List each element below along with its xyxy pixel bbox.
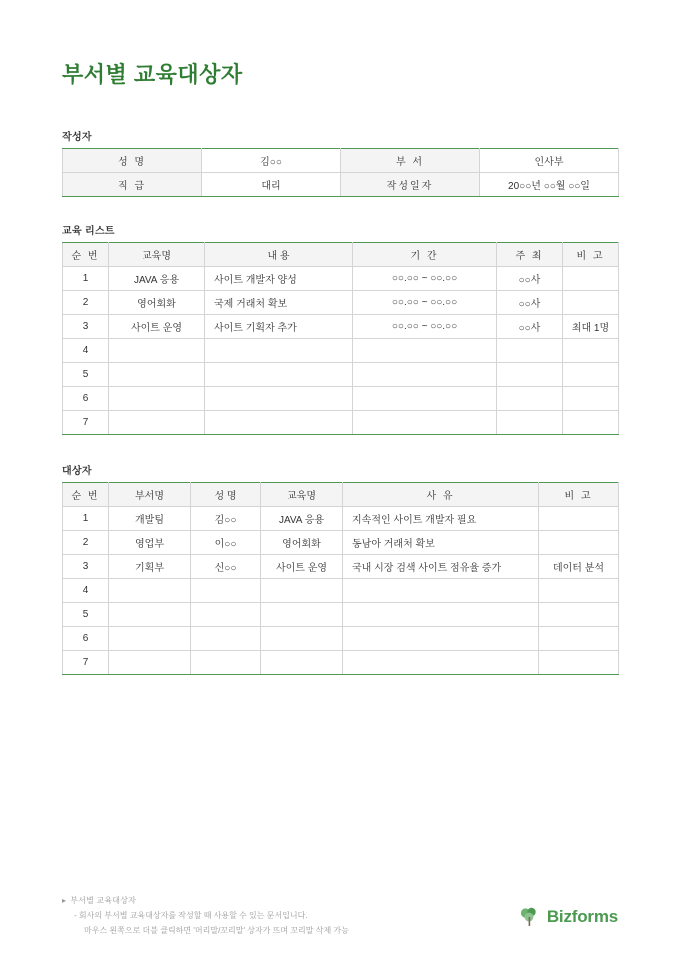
target-cell-name: 신○○ [191, 555, 261, 579]
table-row [63, 603, 619, 627]
table-row [63, 173, 619, 197]
education-header-host: 주 최 [497, 243, 563, 267]
education-cell-no: 5 [63, 363, 109, 387]
education-header-name: 교육명 [109, 243, 205, 267]
target-cell-name [191, 627, 261, 651]
target-cell-note [539, 651, 619, 675]
education-header-period: 기 간 [353, 243, 497, 267]
table-row [63, 339, 619, 363]
bullet-icon: ▸ [62, 896, 67, 905]
writer-table [62, 148, 619, 197]
education-header-content: 내 용 [205, 243, 353, 267]
target-table [62, 482, 619, 675]
education-cell-content [205, 411, 353, 435]
education-cell-name: 사이트 운영 [109, 315, 205, 339]
target-header-course: 교육명 [261, 483, 343, 507]
footer-title: 부서별 교육대상자 [70, 896, 137, 905]
education-cell-no: 7 [63, 411, 109, 435]
target-header-no: 순 번 [63, 483, 109, 507]
target-cell-no: 1 [63, 507, 109, 531]
target-cell-name: 이○○ [191, 531, 261, 555]
education-header-note: 비 고 [563, 243, 619, 267]
target-cell-name [191, 603, 261, 627]
target-cell-no: 3 [63, 555, 109, 579]
target-cell-reason: 지속적인 사이트 개발자 필요 [343, 507, 539, 531]
target-cell-course [261, 603, 343, 627]
education-cell-host: ○○사 [497, 267, 563, 291]
education-cell-note [563, 291, 619, 315]
target-header-name: 성 명 [191, 483, 261, 507]
education-cell-host: ○○사 [497, 315, 563, 339]
target-cell-no: 5 [63, 603, 109, 627]
education-cell-content: 국제 거래처 확보 [205, 291, 353, 315]
target-cell-dept [109, 579, 191, 603]
writer-key-4: 작성일자 [341, 173, 480, 197]
writer-value-3: 대리 [202, 173, 341, 197]
target-cell-no: 7 [63, 651, 109, 675]
target-cell-note [539, 579, 619, 603]
target-cell-dept [109, 627, 191, 651]
table-row [63, 267, 619, 291]
education-cell-content [205, 387, 353, 411]
target-cell-dept [109, 651, 191, 675]
education-cell-host [497, 339, 563, 363]
footer-line-2: - 회사의 부서별 교육대상자를 작성할 때 사용할 수 있는 문서입니다. [74, 911, 308, 921]
education-cell-content [205, 363, 353, 387]
table-row [63, 627, 619, 651]
target-cell-course [261, 579, 343, 603]
target-cell-note [539, 603, 619, 627]
writer-value-1: 김○○ [202, 149, 341, 173]
education-cell-no: 6 [63, 387, 109, 411]
education-cell-content: 사이트 개발자 양성 [205, 267, 353, 291]
writer-section [62, 128, 618, 197]
target-cell-reason [343, 603, 539, 627]
brand-logo [518, 906, 618, 928]
education-cell-note [563, 267, 619, 291]
table-row [63, 315, 619, 339]
education-cell-name [109, 387, 205, 411]
target-cell-no: 6 [63, 627, 109, 651]
target-cell-dept: 영업부 [109, 531, 191, 555]
education-cell-host [497, 411, 563, 435]
table-row [63, 579, 619, 603]
target-cell-course [261, 627, 343, 651]
education-cell-period [353, 363, 497, 387]
target-section-label: 대상자 [62, 466, 92, 477]
target-header-reason: 사 유 [343, 483, 539, 507]
education-cell-no: 3 [63, 315, 109, 339]
education-cell-name [109, 339, 205, 363]
education-cell-period [353, 411, 497, 435]
target-cell-no: 4 [63, 579, 109, 603]
education-cell-note [563, 363, 619, 387]
target-cell-course: 영어회화 [261, 531, 343, 555]
writer-value-2: 인사부 [480, 149, 619, 173]
table-header-row [63, 483, 619, 507]
education-table [62, 242, 619, 435]
education-cell-host [497, 387, 563, 411]
education-cell-period: ○○.○○ ~ ○○.○○ [353, 291, 497, 315]
table-row [63, 387, 619, 411]
education-section-label: 교육 리스트 [62, 226, 115, 237]
table-row [63, 149, 619, 173]
education-cell-note [563, 387, 619, 411]
education-cell-note: 최대 1명 [563, 315, 619, 339]
target-cell-no: 2 [63, 531, 109, 555]
education-cell-name [109, 363, 205, 387]
education-list-section [62, 222, 618, 435]
education-cell-content: 사이트 기획자 추가 [205, 315, 353, 339]
writer-section-label: 작성자 [62, 132, 92, 143]
target-cell-name: 김○○ [191, 507, 261, 531]
target-cell-reason: 동남아 거래처 확보 [343, 531, 539, 555]
education-cell-note [563, 339, 619, 363]
tree-icon [518, 906, 540, 928]
table-row [63, 291, 619, 315]
target-cell-course [261, 651, 343, 675]
table-header-row [63, 243, 619, 267]
target-cell-reason [343, 651, 539, 675]
education-cell-no: 2 [63, 291, 109, 315]
target-cell-reason [343, 579, 539, 603]
target-cell-note: 데이터 분석 [539, 555, 619, 579]
table-row [63, 531, 619, 555]
education-cell-note [563, 411, 619, 435]
education-cell-no: 4 [63, 339, 109, 363]
target-cell-note [539, 507, 619, 531]
education-cell-host: ○○사 [497, 291, 563, 315]
target-cell-dept: 개발팀 [109, 507, 191, 531]
education-cell-no: 1 [63, 267, 109, 291]
education-cell-name: JAVA 응용 [109, 267, 205, 291]
target-cell-reason [343, 627, 539, 651]
target-cell-course: 사이트 운영 [261, 555, 343, 579]
target-section [62, 462, 618, 675]
target-cell-dept: 기획부 [109, 555, 191, 579]
table-row [63, 411, 619, 435]
education-header-no: 순 번 [63, 243, 109, 267]
target-header-note: 비 고 [539, 483, 619, 507]
table-row [63, 363, 619, 387]
table-row [63, 651, 619, 675]
education-cell-period [353, 339, 497, 363]
writer-key-1: 성 명 [63, 149, 202, 173]
target-cell-name [191, 651, 261, 675]
education-cell-host [497, 363, 563, 387]
writer-key-2: 부 서 [341, 149, 480, 173]
education-cell-period: ○○.○○ ~ ○○.○○ [353, 315, 497, 339]
education-cell-period [353, 387, 497, 411]
table-row [63, 555, 619, 579]
education-cell-name: 영어회화 [109, 291, 205, 315]
target-cell-note [539, 531, 619, 555]
target-cell-reason: 국내 시장 검색 사이트 점유율 증가 [343, 555, 539, 579]
writer-key-3: 직 급 [63, 173, 202, 197]
table-row [63, 507, 619, 531]
target-cell-name [191, 579, 261, 603]
page-title: 부서별 교육대상자 [62, 62, 243, 87]
writer-value-4: 20○○년 ○○월 ○○일 [480, 173, 619, 197]
education-cell-period: ○○.○○ ~ ○○.○○ [353, 267, 497, 291]
target-cell-note [539, 627, 619, 651]
footer-line-3: 마우스 왼쪽으로 더블 클릭하면 '머리말/꼬리말' 상자가 뜨며 꼬리말 삭제 가능 [84, 926, 349, 936]
brand-name: Bizforms [546, 907, 618, 926]
target-cell-dept [109, 603, 191, 627]
target-header-dept: 부서명 [109, 483, 191, 507]
education-cell-content [205, 339, 353, 363]
education-cell-name [109, 411, 205, 435]
target-cell-course: JAVA 응용 [261, 507, 343, 531]
